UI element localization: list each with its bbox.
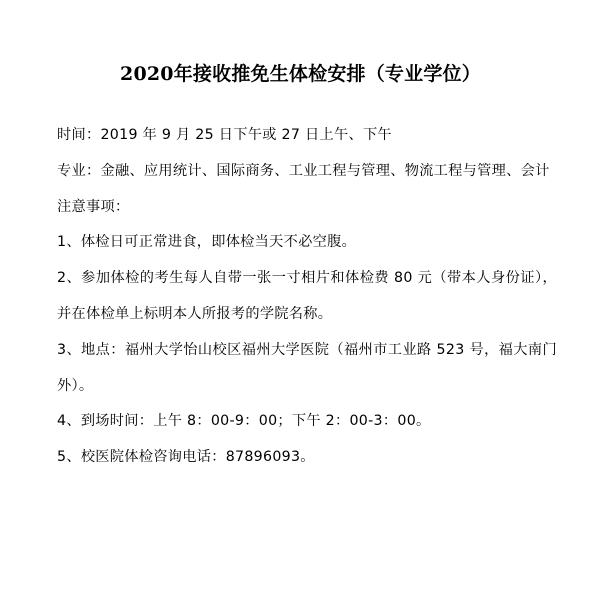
exam-time: 时间：2019 年 9 月 25 日下午或 27 日上午、下午: [57, 127, 392, 143]
majors-list: 专业：金融、应用统计、国际商务、工业工程与管理、物流工程与管理、会计: [57, 162, 550, 179]
note-item-5: 5、校医院体检咨询电话：87896093。: [57, 449, 315, 466]
note-item-3: 3、地点：福州大学怡山校区福州大学医院（福州市工业路 523 号，福大南门外）。: [57, 341, 557, 394]
document-body: [57, 118, 557, 476]
note-item-1: 1、体检日可正常进食，即体检当天不必空腹。: [57, 234, 357, 251]
notes-heading: 注意事项：: [57, 198, 130, 215]
document-title: 2020年接收推免生体检安排（专业学位）: [120, 63, 481, 85]
note-item-4: 4、到场时间：上午 8：00-9：00；下午 2：00-3：00。: [57, 413, 431, 430]
note-item-2: 2、参加体检的考生每人自带一张一寸相片和体检费 80 元（带本人身份证），并在体检单上标明本人所报考的学院名称。: [57, 270, 557, 322]
